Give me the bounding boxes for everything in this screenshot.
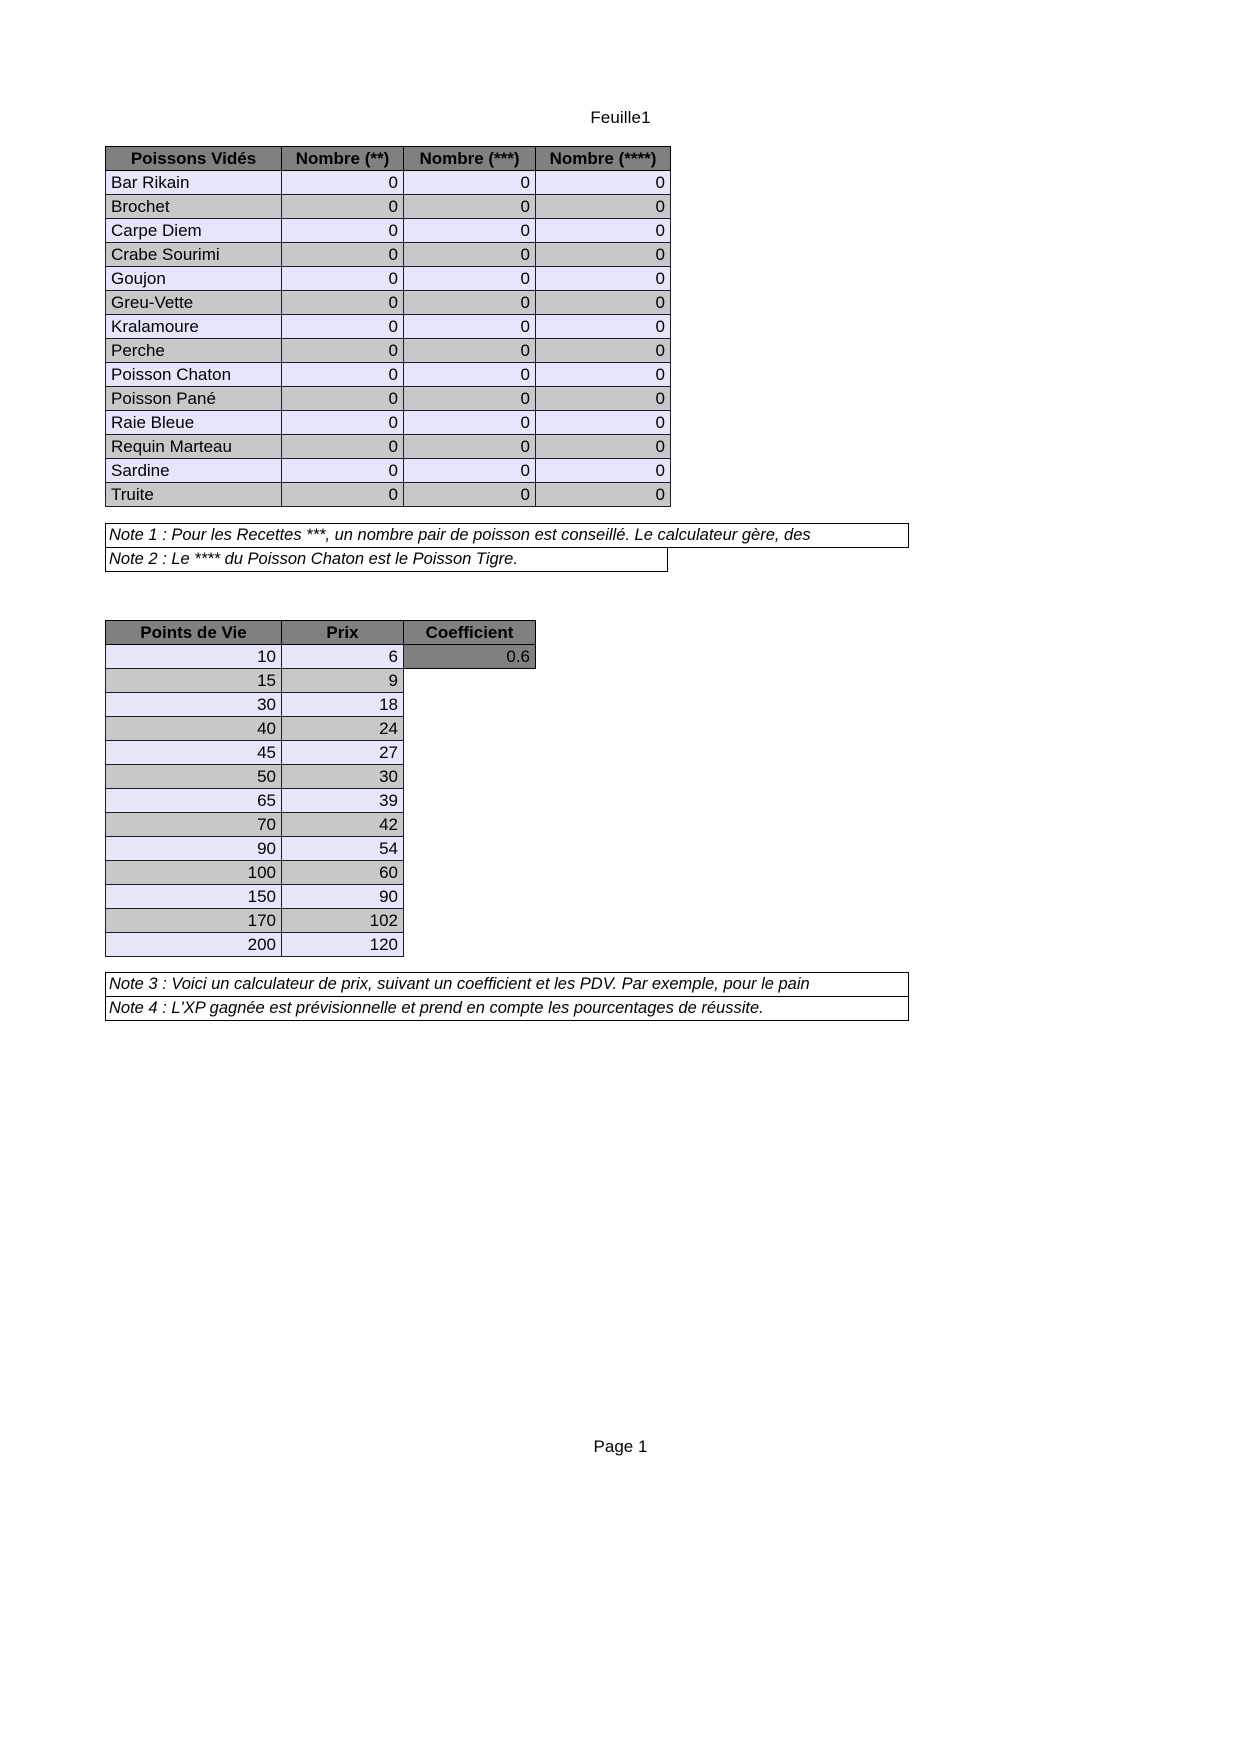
note-row: [106, 973, 909, 997]
table-row: [106, 765, 536, 789]
empty-cell: [404, 669, 536, 693]
fish-name-cell[interactable]: Brochet: [106, 195, 282, 219]
table-row: [106, 483, 671, 507]
fish-count-4-cell[interactable]: 0: [536, 363, 671, 387]
pdv-prix-cell[interactable]: 54: [282, 837, 404, 861]
fish-name-cell[interactable]: Truite: [106, 483, 282, 507]
empty-cell: [404, 837, 536, 861]
pdv-prix-cell[interactable]: 39: [282, 789, 404, 813]
pdv-points-cell[interactable]: 90: [106, 837, 282, 861]
table-row: [106, 909, 536, 933]
fish-count-3-cell[interactable]: 0: [404, 243, 536, 267]
fish-count-4-cell[interactable]: 0: [536, 459, 671, 483]
table-row: [106, 363, 671, 387]
fish-name-cell[interactable]: Carpe Diem: [106, 219, 282, 243]
fish-count-3-cell[interactable]: 0: [404, 411, 536, 435]
table-row: [106, 291, 671, 315]
empty-cell: [404, 813, 536, 837]
empty-cell: [404, 885, 536, 909]
pdv-points-cell[interactable]: 40: [106, 717, 282, 741]
fish-count-3-cell[interactable]: 0: [404, 459, 536, 483]
table-row: [106, 243, 671, 267]
empty-cell: [404, 789, 536, 813]
table-row: [106, 339, 671, 363]
fish-count-4-cell[interactable]: 0: [536, 195, 671, 219]
pdv-prix-cell[interactable]: 18: [282, 693, 404, 717]
fish-name-cell[interactable]: Poisson Chaton: [106, 363, 282, 387]
fish-name-cell[interactable]: Kralamoure: [106, 315, 282, 339]
pdv-points-cell[interactable]: 100: [106, 861, 282, 885]
table-row: [106, 741, 536, 765]
fish-count-4-cell[interactable]: 0: [536, 219, 671, 243]
fish-count-2-cell[interactable]: 0: [282, 459, 404, 483]
table-row: [106, 837, 536, 861]
fish-name-cell[interactable]: Requin Marteau: [106, 435, 282, 459]
table-row: [106, 933, 536, 957]
pdv-prix-cell[interactable]: 27: [282, 741, 404, 765]
empty-cell: [404, 933, 536, 957]
fish-name-cell[interactable]: Sardine: [106, 459, 282, 483]
fish-count-2-cell[interactable]: 0: [282, 387, 404, 411]
fish-count-4-cell[interactable]: 0: [536, 291, 671, 315]
fish-count-2-cell[interactable]: 0: [282, 243, 404, 267]
table-row: [106, 435, 671, 459]
note-3-text[interactable]: Note 3 : Voici un calculateur de prix, suivant un coefficient et les PDV. Par exemple, pour le pain: [106, 973, 909, 997]
fish-name-cell[interactable]: Goujon: [106, 267, 282, 291]
column-header-coefficient[interactable]: Coefficient: [404, 621, 536, 645]
table-row: [106, 789, 536, 813]
fish-count-3-cell[interactable]: 0: [404, 315, 536, 339]
pdv-points-cell[interactable]: 50: [106, 765, 282, 789]
pdv-prix-cell[interactable]: 42: [282, 813, 404, 837]
table-row: [106, 861, 536, 885]
note-4-text[interactable]: Note 4 : L'XP gagnée est prévisionnelle et prend en compte les pourcentages de réussite.: [106, 997, 909, 1021]
fish-count-2-cell[interactable]: 0: [282, 411, 404, 435]
pdv-prix-cell[interactable]: 30: [282, 765, 404, 789]
pdv-points-cell[interactable]: 200: [106, 933, 282, 957]
notes-block-bottom: [105, 972, 909, 1021]
fish-table-header-row: [106, 147, 671, 171]
fish-count-2-cell[interactable]: 0: [282, 195, 404, 219]
pdv-points-cell[interactable]: 170: [106, 909, 282, 933]
pdv-points-cell[interactable]: 65: [106, 789, 282, 813]
fish-count-2-cell[interactable]: 0: [282, 291, 404, 315]
fish-count-4-cell[interactable]: 0: [536, 243, 671, 267]
fish-count-4-cell[interactable]: 0: [536, 315, 671, 339]
table-row: [106, 219, 671, 243]
pdv-points-cell[interactable]: 15: [106, 669, 282, 693]
fish-count-2-cell[interactable]: 0: [282, 171, 404, 195]
table-row: [106, 267, 671, 291]
fish-count-4-cell[interactable]: 0: [536, 483, 671, 507]
fish-name-cell[interactable]: Raie Bleue: [106, 411, 282, 435]
table-row: [106, 693, 536, 717]
notes-block-top: [105, 523, 909, 548]
fish-count-4-cell[interactable]: 0: [536, 435, 671, 459]
table-row: [106, 717, 536, 741]
table-row: [106, 387, 671, 411]
coefficient-value-cell[interactable]: 0.6: [404, 645, 536, 669]
fish-count-4-cell[interactable]: 0: [536, 411, 671, 435]
fish-count-3-cell[interactable]: 0: [404, 171, 536, 195]
fish-name-cell[interactable]: Crabe Sourimi: [106, 243, 282, 267]
column-header-prix[interactable]: Prix: [282, 621, 404, 645]
fish-count-3-cell[interactable]: 0: [404, 387, 536, 411]
fish-count-2-cell[interactable]: 0: [282, 363, 404, 387]
table-row: [106, 459, 671, 483]
fish-count-2-cell[interactable]: 0: [282, 339, 404, 363]
fish-count-3-cell[interactable]: 0: [404, 363, 536, 387]
fish-count-2-cell[interactable]: 0: [282, 267, 404, 291]
fish-count-4-cell[interactable]: 0: [536, 267, 671, 291]
fish-count-3-cell[interactable]: 0: [404, 435, 536, 459]
pdv-points-cell[interactable]: 150: [106, 885, 282, 909]
column-header-poissons-vides[interactable]: Poissons Vidés: [106, 147, 282, 171]
column-header-nombre-2[interactable]: Nombre (**): [282, 147, 404, 171]
table-row: [106, 645, 536, 669]
empty-cell: [404, 765, 536, 789]
pdv-price-table: [105, 620, 536, 957]
empty-cell: [404, 717, 536, 741]
pdv-points-cell[interactable]: 30: [106, 693, 282, 717]
fish-count-2-cell[interactable]: 0: [282, 435, 404, 459]
table-row: [106, 813, 536, 837]
sheet-title: Feuille1: [590, 108, 651, 127]
empty-cell: [404, 909, 536, 933]
pdv-prix-cell[interactable]: 9: [282, 669, 404, 693]
table-row: [106, 885, 536, 909]
pdv-prix-cell[interactable]: 24: [282, 717, 404, 741]
column-header-nombre-3[interactable]: Nombre (***): [404, 147, 536, 171]
fish-name-cell[interactable]: Bar Rikain: [106, 171, 282, 195]
fish-count-2-cell[interactable]: 0: [282, 315, 404, 339]
fish-count-4-cell[interactable]: 0: [536, 339, 671, 363]
note-row: [106, 548, 668, 572]
fish-count-3-cell[interactable]: 0: [404, 339, 536, 363]
pdv-points-cell[interactable]: 10: [106, 645, 282, 669]
fish-count-4-cell[interactable]: 0: [536, 387, 671, 411]
pdv-points-cell[interactable]: 45: [106, 741, 282, 765]
column-header-points-de-vie[interactable]: Points de Vie: [106, 621, 282, 645]
fish-count-4-cell[interactable]: 0: [536, 171, 671, 195]
pdv-points-cell[interactable]: 70: [106, 813, 282, 837]
fish-count-2-cell[interactable]: 0: [282, 219, 404, 243]
fish-count-3-cell[interactable]: 0: [404, 219, 536, 243]
table-row: [106, 669, 536, 693]
pdv-table-header-row: [106, 621, 536, 645]
note-1-text[interactable]: Note 1 : Pour les Recettes ***, un nombre pair de poisson est conseillé. Le calculateur gère, des: [106, 524, 909, 548]
fish-count-3-cell[interactable]: 0: [404, 267, 536, 291]
empty-cell: [404, 693, 536, 717]
pdv-prix-cell[interactable]: 120: [282, 933, 404, 957]
fish-name-cell[interactable]: Greu-Vette: [106, 291, 282, 315]
notes-block-top-second: [105, 547, 668, 572]
fish-count-3-cell[interactable]: 0: [404, 195, 536, 219]
pdv-prix-cell[interactable]: 60: [282, 861, 404, 885]
pdv-prix-cell[interactable]: 90: [282, 885, 404, 909]
fish-counts-table: [105, 146, 671, 507]
fish-name-cell[interactable]: Poisson Pané: [106, 387, 282, 411]
empty-cell: [404, 741, 536, 765]
note-row: [106, 524, 909, 548]
table-row: [106, 195, 671, 219]
pdv-prix-cell[interactable]: 102: [282, 909, 404, 933]
note-2-text[interactable]: Note 2 : Le **** du Poisson Chaton est le Poisson Tigre.: [106, 548, 668, 572]
fish-count-2-cell[interactable]: 0: [282, 483, 404, 507]
empty-cell: [404, 861, 536, 885]
fish-count-3-cell[interactable]: 0: [404, 291, 536, 315]
table-row: [106, 411, 671, 435]
page-footer: Page 1: [593, 1437, 648, 1456]
fish-count-3-cell[interactable]: 0: [404, 483, 536, 507]
table-row: [106, 315, 671, 339]
pdv-prix-cell[interactable]: 6: [282, 645, 404, 669]
fish-name-cell[interactable]: Perche: [106, 339, 282, 363]
note-row: [106, 997, 909, 1021]
table-row: [106, 171, 671, 195]
column-header-nombre-4[interactable]: Nombre (****): [536, 147, 671, 171]
